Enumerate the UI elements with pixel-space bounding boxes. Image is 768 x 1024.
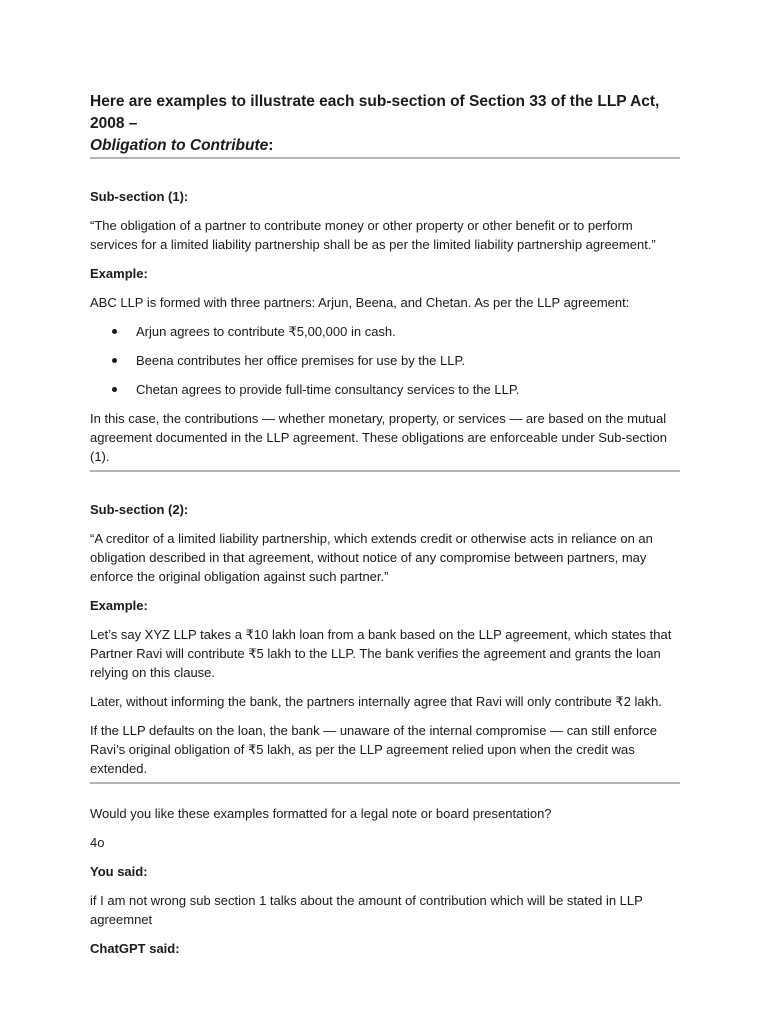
section-heading: Sub-section (1): xyxy=(90,189,189,204)
example-label: Example: xyxy=(90,266,148,281)
section-subsection-2 xyxy=(90,500,680,778)
divider xyxy=(90,157,680,159)
example-paragraph: Later, without informing the bank, the partners internally agree that Ravi will only contribute ₹2 lakh. xyxy=(90,694,662,709)
example-label: Example: xyxy=(90,598,148,613)
user-label: You said: xyxy=(90,864,148,879)
list-item-text: Beena contributes her office premises for use by the LLP. xyxy=(136,353,466,368)
example-paragraph: Let’s say XYZ LLP takes a ₹10 lakh loan from a bank based on the LLP agreement, which states that Partner Ravi will contribute ₹5 lakh to the LLP. The bank verifies the agreement and grants the loan relying on this clause. xyxy=(90,627,672,680)
document-content xyxy=(90,91,680,958)
document-title xyxy=(90,91,680,157)
contribution-list xyxy=(90,322,680,399)
section-quote: “The obligation of a partner to contribute money or other property or other benefit or to perform services for a limited liability partnership shall be as per the limited liability partnership agreement.” xyxy=(90,218,656,252)
title-line: Here are examples to illustrate each sub-section of Section 33 of the LLP Act, 2008 – xyxy=(90,93,660,132)
bullet-icon xyxy=(112,329,117,334)
title-suffix: : xyxy=(268,137,274,154)
bullet-icon xyxy=(112,387,117,392)
section-heading: Sub-section (2): xyxy=(90,502,189,517)
model-label: 4o xyxy=(90,835,105,850)
followup-question: Would you like these examples formatted for a legal note or board presentation? xyxy=(90,806,552,821)
list-item-text: Arjun agrees to contribute ₹5,00,000 in cash. xyxy=(136,324,396,339)
example-conclusion: In this case, the contributions — whether monetary, property, or services — are based on the mutual agreement documented in the LLP agreement. These obligations are enforceable under Sub-section (1). xyxy=(90,411,667,464)
example-intro: ABC LLP is formed with three partners: Arjun, Beena, and Chetan. As per the LLP agreement: xyxy=(90,295,630,310)
list-item-text: Chetan agrees to provide full-time consultancy services to the LLP. xyxy=(136,382,520,397)
section-quote: “A creditor of a limited liability partnership, which extends credit or otherwise acts in reliance on an obligation described in that agreement, without notice of any compromise between partners, may enforce the original obligation against such partner.” xyxy=(90,531,653,584)
section-subsection-1 xyxy=(90,187,680,466)
list-item xyxy=(90,351,680,370)
title-italic: Obligation to Contribute xyxy=(90,137,269,154)
list-item xyxy=(90,322,680,341)
conversation-tail xyxy=(90,804,680,958)
divider xyxy=(90,782,680,784)
user-message: if I am not wrong sub section 1 talks about the amount of contribution which will be stated in LLP agreemnet xyxy=(90,893,643,927)
assistant-label: ChatGPT said: xyxy=(90,941,180,956)
divider xyxy=(90,470,680,472)
list-item xyxy=(90,380,680,399)
bullet-icon xyxy=(112,358,117,363)
example-paragraph: If the LLP defaults on the loan, the bank — unaware of the internal compromise — can still enforce Ravi’s original obligation of ₹5 lakh, as per the LLP agreement relied upon when the credit was extended. xyxy=(90,723,658,776)
